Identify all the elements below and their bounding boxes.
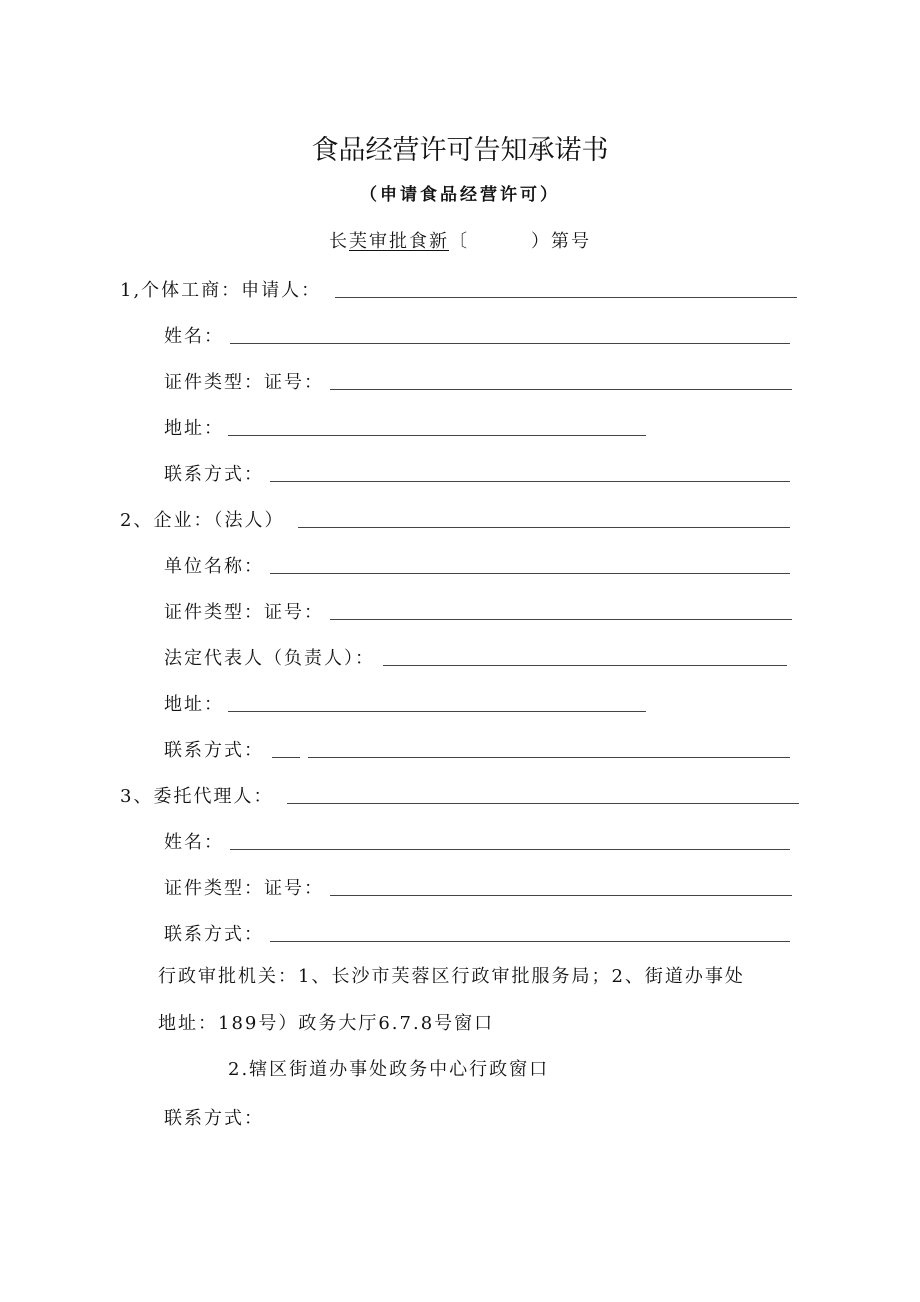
enterprise-contact-row bbox=[164, 732, 790, 762]
individual-address-field[interactable] bbox=[228, 435, 646, 436]
authority-line-3: 2.辖区街道办事处政务中心行政窗口 bbox=[228, 1059, 550, 1080]
agent-heading-row bbox=[120, 778, 799, 808]
agent-heading: 3、委托代理人： bbox=[120, 786, 274, 807]
authority-contact: 联系方式： bbox=[164, 1108, 264, 1129]
enterprise-address-field[interactable] bbox=[228, 711, 646, 712]
enterprise-id-field[interactable] bbox=[330, 619, 792, 620]
individual-id-label: 证件类型：证号： bbox=[164, 372, 324, 393]
enterprise-address-row bbox=[164, 686, 646, 716]
enterprise-address-label: 地址： bbox=[164, 694, 224, 715]
enterprise-heading-row bbox=[120, 502, 790, 532]
enterprise-unit-field[interactable] bbox=[270, 573, 790, 574]
enterprise-id-label: 证件类型：证号： bbox=[164, 602, 324, 623]
agent-name-row bbox=[164, 824, 790, 854]
agent-name-field[interactable] bbox=[230, 849, 790, 850]
document-title: 食品经营许可告知承诺书 bbox=[311, 135, 609, 166]
individual-address-label: 地址： bbox=[164, 418, 224, 439]
individual-contact-label: 联系方式： bbox=[164, 464, 264, 485]
enterprise-contact-field[interactable] bbox=[308, 757, 790, 758]
individual-id-row bbox=[164, 364, 792, 394]
authority-line-1: 行政审批机关：1、长沙市芙蓉区行政审批服务局；2、街道办事处 bbox=[158, 966, 745, 987]
individual-name-field[interactable] bbox=[230, 343, 790, 344]
agent-id-row bbox=[164, 870, 792, 900]
agent-contact-label: 联系方式： bbox=[164, 924, 264, 945]
individual-applicant-row bbox=[120, 272, 797, 302]
individual-name-label: 姓名： bbox=[164, 326, 224, 347]
enterprise-unit-row bbox=[164, 548, 790, 578]
doc-number-close: ）第号 bbox=[531, 231, 591, 252]
enterprise-legal-field[interactable] bbox=[298, 527, 790, 528]
individual-heading: 1,个体工商：申请人： bbox=[120, 280, 322, 301]
doc-number-prefix: 长 bbox=[329, 231, 349, 252]
enterprise-heading: 2、企业：（法人） bbox=[120, 510, 285, 531]
authority-address: 地址：189号）政务大厅6.7.8号窗口 bbox=[158, 1013, 495, 1034]
individual-name-row bbox=[164, 318, 790, 348]
enterprise-rep-field[interactable] bbox=[383, 665, 787, 666]
enterprise-unit-label: 单位名称： bbox=[164, 556, 264, 577]
agent-contact-field[interactable] bbox=[270, 941, 790, 942]
enterprise-contact-field-short[interactable] bbox=[272, 757, 300, 758]
agent-contact-row bbox=[164, 916, 790, 946]
enterprise-rep-label: 法定代表人（负责人）： bbox=[164, 648, 375, 669]
enterprise-contact-label: 联系方式： bbox=[164, 740, 264, 761]
agent-field[interactable] bbox=[287, 803, 799, 804]
individual-address-row bbox=[164, 410, 646, 440]
individual-contact-field[interactable] bbox=[270, 481, 790, 482]
agent-name-label: 姓名： bbox=[164, 832, 224, 853]
agent-id-field[interactable] bbox=[330, 895, 792, 896]
doc-number-open-bracket: 〔 bbox=[449, 231, 469, 252]
enterprise-id-row bbox=[164, 594, 792, 624]
individual-applicant-field[interactable] bbox=[335, 297, 797, 298]
document-number bbox=[0, 227, 920, 253]
individual-contact-row bbox=[164, 456, 790, 486]
agent-id-label: 证件类型：证号： bbox=[164, 878, 324, 899]
enterprise-rep-row bbox=[164, 640, 787, 670]
document-subtitle: （申请食品经营许可） bbox=[360, 185, 560, 205]
individual-id-field[interactable] bbox=[330, 389, 792, 390]
doc-number-underlined: 芙审批食新 bbox=[349, 231, 449, 252]
